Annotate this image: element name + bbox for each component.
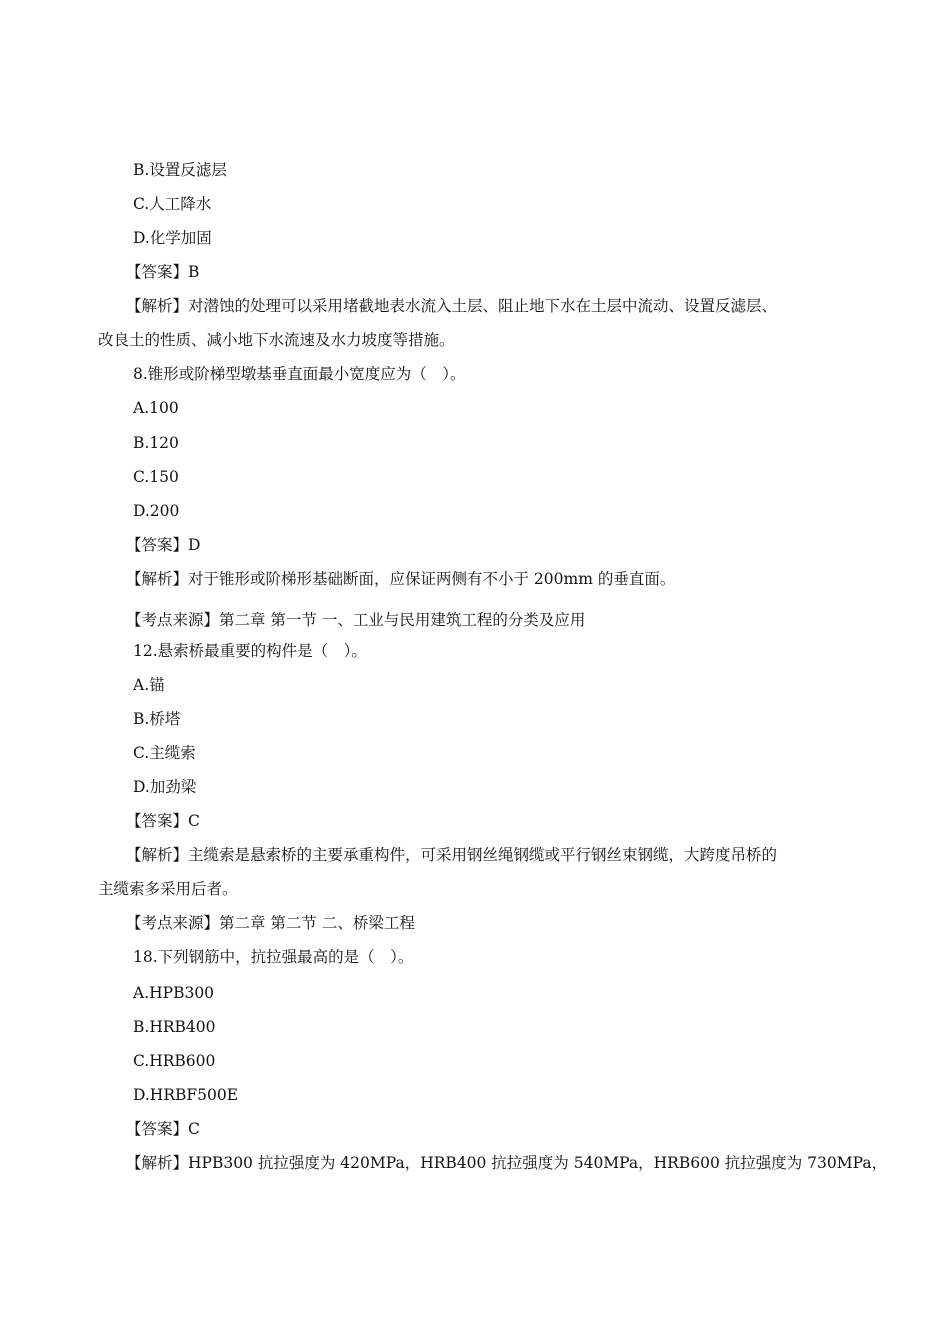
option-c-line: C.主缆索 (133, 744, 196, 762)
option-d-line: D.200 (133, 502, 180, 520)
analysis-line: 【解析】HPB300 抗拉强度为 420MPa，HRB400 抗拉强度为 540MPa，HRB600 抗拉强度为 730MPa， (126, 1154, 888, 1172)
option-a-line: A.锚 (133, 676, 165, 694)
source-line: 【考点来源】第二章 第一节 一、工业与民用建筑工程的分类及应用 (126, 611, 586, 629)
option-d-line: D.HRBF500E (133, 1086, 239, 1104)
answer-line: 【答案】C (126, 1120, 200, 1138)
answer-line: 【答案】D (126, 536, 201, 554)
question-18: 18.下列钢筋中，抗拉强最高的是（ ）。 (133, 948, 414, 966)
analysis-line: 【解析】对潜蚀的处理可以采用堵截地表水流入土层、阻止地下水在土层中流动、设置反滤层、 (126, 297, 778, 315)
question-12: 12.悬索桥最重要的构件是（ ）。 (133, 642, 367, 660)
option-b-line: B.设置反滤层 (133, 161, 227, 179)
source-line: 【考点来源】第二章 第二节 二、桥梁工程 (126, 914, 415, 932)
option-d-line: D.化学加固 (133, 229, 212, 247)
answer-line: 【答案】B (126, 263, 200, 281)
analysis-line-continued: 主缆索多采用后者。 (98, 880, 238, 898)
option-b-line: B.HRB400 (133, 1018, 216, 1036)
question-8: 8.锥形或阶梯型墩基垂直面最小宽度应为（ ）。 (133, 365, 466, 383)
analysis-line: 【解析】对于锥形或阶梯形基础断面，应保证两侧有不小于 200mm 的垂直面。 (126, 570, 676, 588)
analysis-line-continued: 改良土的性质、减小地下水流速及水力坡度等措施。 (98, 331, 455, 349)
option-a-line: A.HPB300 (133, 984, 215, 1002)
option-c-line: C.人工降水 (133, 195, 212, 213)
analysis-line: 【解析】主缆索是悬索桥的主要承重构件，可采用钢丝绳钢缆或平行钢丝束钢缆，大跨度吊桥的 (126, 846, 778, 864)
option-c-line: C.150 (133, 468, 179, 486)
option-c-line: C.HRB600 (133, 1052, 216, 1070)
option-b-line: B.120 (133, 434, 179, 452)
option-a-line: A.100 (133, 399, 179, 417)
answer-line: 【答案】C (126, 812, 200, 830)
option-d-line: D.加劲梁 (133, 778, 197, 796)
option-b-line: B.桥塔 (133, 710, 181, 728)
